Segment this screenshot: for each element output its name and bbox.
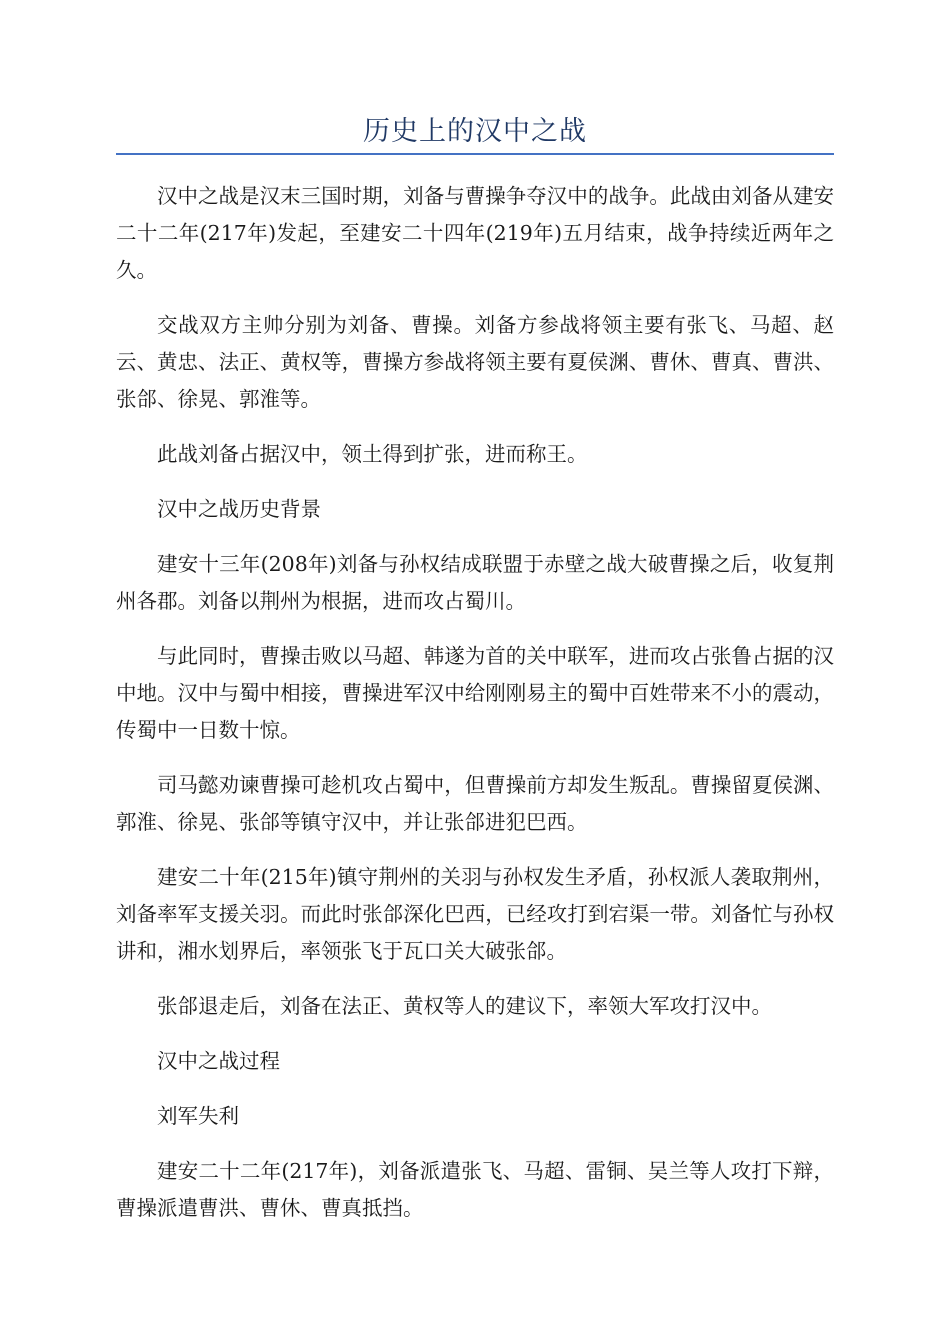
- paragraph-background-3: 司马懿劝谏曹操可趁机攻占蜀中，但曹操前方却发生叛乱。曹操留夏侯渊、郭淮、徐晃、张郃等镇守汉中，并让张郃进犯巴西。: [116, 773, 834, 834]
- section-heading-process: 汉中之战过程: [157, 1049, 280, 1073]
- document-title: 历史上的汉中之战: [363, 116, 587, 147]
- paragraph-background-5: 张郃退走后，刘备在法正、黄权等人的建议下，率领大军攻打汉中。: [157, 994, 772, 1018]
- title-underline: [116, 153, 834, 155]
- paragraph-commanders: 交战双方主帅分别为刘备、曹操。刘备方参战将领主要有张飞、马超、赵云、黄忠、法正、黄权等，曹操方参战将领主要有夏侯渊、曹休、曹真、曹洪、张郃、徐晃、郭淮等。: [116, 313, 834, 411]
- paragraph-intro: 汉中之战是汉末三国时期，刘备与曹操争夺汉中的战争。此战由刘备从建安二十二年(217年)发起，至建安二十四年(219年)五月结束，战争持续近两年之久。: [116, 184, 834, 282]
- paragraph-process-1: 建安二十二年(217年)，刘备派遣张飞、马超、雷铜、吴兰等人攻打下辩，曹操派遣曹洪、曹休、曹真抵挡。: [116, 1159, 834, 1220]
- paragraph-outcome: 此战刘备占据汉中，领土得到扩张，进而称王。: [157, 442, 588, 466]
- document-body: [116, 178, 834, 1245]
- paragraph-background-2: 与此同时，曹操击败以马超、韩遂为首的关中联军，进而攻占张鲁占据的汉中地。汉中与蜀中相接，曹操进军汉中给刚刚易主的蜀中百姓带来不小的震动，传蜀中一日数十惊。: [116, 644, 834, 742]
- paragraph-background-1: 建安十三年(208年)刘备与孙权结成联盟于赤壁之战大破曹操之后，收复荆州各郡。刘备以荆州为根据，进而攻占蜀川。: [116, 552, 834, 613]
- subsection-heading-setback: 刘军失利: [157, 1104, 239, 1128]
- section-heading-background: 汉中之战历史背景: [157, 497, 321, 521]
- paragraph-background-4: 建安二十年(215年)镇守荆州的关羽与孙权发生矛盾，孙权派人袭取荆州，刘备率军支援关羽。而此时张郃深化巴西，已经攻打到宕渠一带。刘备忙与孙权讲和，湘水划界后，率领张飞于瓦口关大破张郃。: [116, 865, 834, 963]
